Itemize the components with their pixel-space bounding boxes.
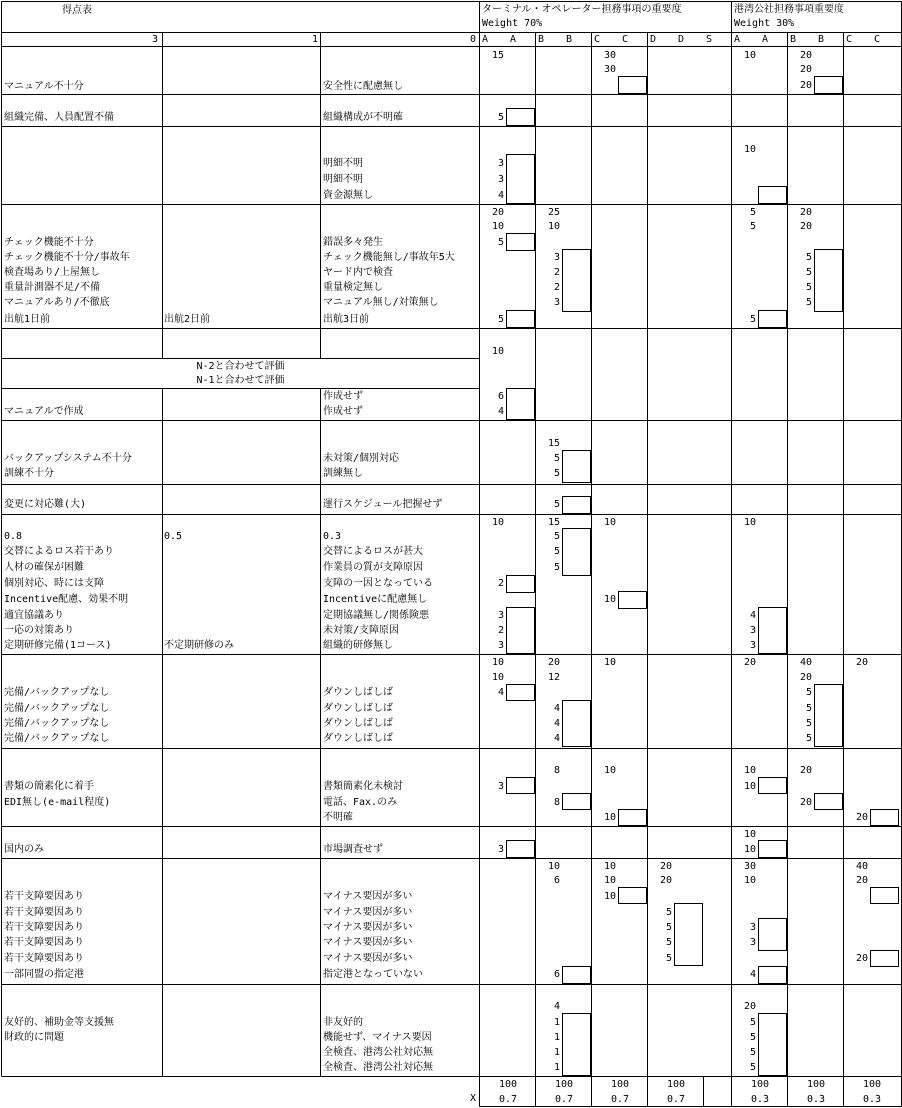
weight-value: 2 xyxy=(553,282,560,293)
weight-value: 10 xyxy=(491,221,504,232)
criterion-0pt: 未対策/支障原因 xyxy=(323,625,400,636)
criterion-0pt: 全検査、港湾公社対応無 xyxy=(323,1062,433,1073)
weight-value: 20 xyxy=(855,875,868,886)
criterion-0pt: 資金源無し xyxy=(323,190,373,201)
criterion-0pt: ダウンしばしば xyxy=(323,733,393,744)
weight-value: 3 xyxy=(497,640,504,651)
weight-value: 1 xyxy=(553,1017,560,1028)
weight-value: 25 xyxy=(547,207,560,218)
score-entry-box[interactable] xyxy=(562,1013,591,1076)
criterion-0pt: 不明確 xyxy=(323,812,353,823)
score-entry-box[interactable] xyxy=(758,310,787,328)
criterion-0pt: 明細不明 xyxy=(323,158,363,169)
col-code: C xyxy=(874,34,881,45)
criterion-3pt: 若干支障要因あり xyxy=(4,922,84,933)
weight-value: 10 xyxy=(491,517,504,528)
score-entry-box[interactable] xyxy=(618,76,647,94)
weight-value: 20 xyxy=(855,953,868,964)
weight-value: 8 xyxy=(553,765,560,776)
weight-value: 2 xyxy=(553,267,560,278)
criterion-0pt: 非友好的 xyxy=(323,1017,363,1028)
weight-value: 20 xyxy=(547,657,560,668)
criterion-0pt: 運行スケジュール把握せず xyxy=(323,499,443,510)
weight-value: 5 xyxy=(749,1032,756,1043)
total-value: 100 xyxy=(554,1079,574,1090)
score-entry-box[interactable] xyxy=(506,575,535,593)
col-code: D xyxy=(650,34,657,45)
score-entry-box[interactable] xyxy=(506,777,535,794)
score-entry-box[interactable] xyxy=(562,966,591,984)
weight-value: 20 xyxy=(855,657,868,668)
score-header-0: 0 xyxy=(469,34,476,45)
score-entry-box[interactable] xyxy=(814,249,843,312)
weight-value: 10 xyxy=(603,594,616,605)
criterion-0pt: 機能せず、マイナス要因 xyxy=(323,1032,432,1043)
total-value: 100 xyxy=(610,1079,630,1090)
criterion-3pt: 検査場あり/上屋無し xyxy=(4,267,101,278)
weight-value: 4 xyxy=(497,406,504,417)
weight-value: 20 xyxy=(799,50,812,61)
criterion-0pt: 作業員の質が支障原因 xyxy=(323,562,423,573)
criterion-3pt: 重量計測器不足/不備 xyxy=(4,282,101,293)
weight-value: 10 xyxy=(743,875,756,886)
weight-value: 5 xyxy=(553,499,560,510)
weight-value: 5 xyxy=(497,237,504,248)
col-code: B xyxy=(818,34,825,45)
criterion-3pt: マニュアル不十分 xyxy=(4,81,84,92)
weight-value: 20 xyxy=(799,765,812,776)
criterion-1pt: 不定期研修のみ xyxy=(164,640,234,651)
criterion-0pt: 市場調査せず xyxy=(323,844,383,855)
criterion-0pt: 未対策/個別対応 xyxy=(323,453,400,464)
criterion-3pt: EDI無し(e-mail程度) xyxy=(4,797,111,808)
weight-value: 10 xyxy=(743,517,756,528)
weight-value: 10 xyxy=(603,861,616,872)
criterion-0pt: ヤード内で検査 xyxy=(323,267,393,278)
col-code: A xyxy=(762,34,769,45)
weight-value: 5 xyxy=(749,207,756,218)
weight-value: 3 xyxy=(497,781,504,792)
weight-value: 5 xyxy=(749,1062,756,1073)
score-entry-box[interactable] xyxy=(758,777,787,794)
weight-value: 15 xyxy=(491,50,504,61)
score-entry-box[interactable] xyxy=(870,887,899,904)
weight-value: 4 xyxy=(749,969,756,980)
terminal-weight: Weight 70% xyxy=(482,18,543,29)
weight-value: 2 xyxy=(497,578,504,589)
weight-value: 20 xyxy=(799,207,812,218)
criterion-3pt: 変更に対応難(大) xyxy=(4,499,87,510)
criterion-0pt: 作成せず xyxy=(323,391,363,402)
weight-factor: 0.3 xyxy=(806,1094,826,1105)
criterion-1pt: 0.5 xyxy=(164,531,183,542)
score-entry-box[interactable] xyxy=(814,793,843,810)
criterion-0pt: マイナス要因が多い xyxy=(323,907,413,918)
weight-value: 3 xyxy=(497,174,504,185)
weight-value: 30 xyxy=(743,861,756,872)
weight-value: 40 xyxy=(855,861,868,872)
weight-value: 5 xyxy=(805,703,812,714)
score-entry-box[interactable] xyxy=(758,918,787,951)
weight-value: 20 xyxy=(799,221,812,232)
col-code: A xyxy=(734,34,741,45)
weight-value: 30 xyxy=(603,64,616,75)
weight-value: 10 xyxy=(743,144,756,155)
weight-value: 5 xyxy=(497,314,504,325)
criterion-3pt: マニュアルで作成 xyxy=(4,406,84,417)
weight-value: 5 xyxy=(497,112,504,123)
criterion-3pt: 財政的に問題 xyxy=(4,1032,64,1043)
score-header-3: 3 xyxy=(151,34,158,45)
terminal-group-title: ターミナル・オペレーター担務事項の重要度 xyxy=(482,4,682,15)
col-code: C xyxy=(594,34,601,45)
criterion-3pt: 一部同盟の指定港 xyxy=(4,969,84,980)
weight-value: 2 xyxy=(497,625,504,636)
weight-value: 5 xyxy=(805,297,812,308)
col-code: C xyxy=(622,34,629,45)
weight-value: 5 xyxy=(553,468,560,479)
score-entry-box[interactable] xyxy=(506,607,535,654)
score-entry-box[interactable] xyxy=(562,793,591,810)
score-entry-box[interactable] xyxy=(618,887,647,904)
criterion-0pt: 組織的研修無し xyxy=(323,640,393,651)
criterion-0pt: マイナス要因が多い xyxy=(323,953,413,964)
weight-value: 5 xyxy=(749,1017,756,1028)
weight-value: 5 xyxy=(665,953,672,964)
weight-value: 3 xyxy=(749,937,756,948)
weight-value: 5 xyxy=(805,733,812,744)
criterion-0pt: 組織構成が不明確 xyxy=(323,112,403,123)
weight-value: 3 xyxy=(497,844,504,855)
criterion-0pt: マイナス要因が多い xyxy=(323,922,413,933)
col-code: B xyxy=(790,34,797,45)
sheet-title: 得点表 xyxy=(62,5,92,16)
weight-value: 10 xyxy=(603,812,616,823)
criterion-0pt: 指定港となっていない xyxy=(323,969,423,980)
criterion-3pt: 訓練不十分 xyxy=(4,468,54,479)
criterion-3pt: 交替によるロス若干あり xyxy=(4,546,114,557)
weight-value: 3 xyxy=(749,922,756,933)
criterion-3pt: 組織完備、人員配置不備 xyxy=(4,112,114,123)
weight-value: 4 xyxy=(553,1001,560,1012)
score-entry-box[interactable] xyxy=(506,388,535,420)
weight-factor: 0.7 xyxy=(498,1094,518,1105)
total-value: 100 xyxy=(750,1079,770,1090)
weight-value: 10 xyxy=(491,672,504,683)
criterion-0pt: 作成せず xyxy=(323,406,363,417)
criterion-0pt: ダウンしばしば xyxy=(323,687,393,698)
weight-value: 20 xyxy=(659,875,672,886)
weight-value: 4 xyxy=(553,733,560,744)
weight-value: 5 xyxy=(749,221,756,232)
criterion-3pt: チェック機能不十分 xyxy=(4,237,94,248)
weight-value: 20 xyxy=(743,657,756,668)
col-code: A xyxy=(482,34,489,45)
score-entry-box[interactable] xyxy=(758,840,787,858)
col-code: D xyxy=(678,34,685,45)
criterion-3pt: 若干支障要因あり xyxy=(4,953,84,964)
col-code: B xyxy=(566,34,573,45)
criterion-0pt: 錯誤多々発生 xyxy=(323,237,383,248)
weight-value: 3 xyxy=(749,640,756,651)
criterion-3pt: 若干支障要因あり xyxy=(4,937,84,948)
weight-value: 10 xyxy=(603,765,616,776)
weight-value: 10 xyxy=(743,781,756,792)
weight-value: 10 xyxy=(547,861,560,872)
weight-value: 20 xyxy=(855,812,868,823)
weight-value: 4 xyxy=(553,703,560,714)
weight-value: 20 xyxy=(799,672,812,683)
score-entry-box[interactable] xyxy=(618,809,647,826)
weight-value: 8 xyxy=(553,797,560,808)
weight-value: 5 xyxy=(805,687,812,698)
weight-value: 10 xyxy=(743,765,756,776)
col-code: B xyxy=(538,34,545,45)
criterion-0pt: 支障の一因となっている xyxy=(323,578,433,589)
criterion-0pt: 交替によるロスが甚大 xyxy=(323,546,423,557)
score-entry-box[interactable] xyxy=(506,840,535,858)
criterion-0pt: マニュアル無し/対策無し xyxy=(323,297,439,308)
weight-value: 5 xyxy=(805,718,812,729)
weight-value: 5 xyxy=(749,314,756,325)
weight-value: 10 xyxy=(603,875,616,886)
score-entry-box[interactable] xyxy=(758,966,787,984)
score-entry-box[interactable] xyxy=(506,684,535,701)
weight-value: 3 xyxy=(553,252,560,263)
score-entry-box[interactable] xyxy=(674,903,703,966)
weight-value: 5 xyxy=(749,1047,756,1058)
criterion-3pt: チェック機能不十分/事故年 xyxy=(4,252,130,263)
weight-value: 5 xyxy=(553,453,560,464)
weight-value: 3 xyxy=(497,610,504,621)
criterion-0pt: 全検査、港湾公社対応無 xyxy=(323,1047,433,1058)
criterion-0pt: 0.3 xyxy=(323,531,342,542)
criterion-3pt: 若干支障要因あり xyxy=(4,907,84,918)
weight-value: 20 xyxy=(659,861,672,872)
total-value: 100 xyxy=(806,1079,826,1090)
score-entry-box[interactable] xyxy=(506,310,535,328)
criterion-3pt: 完備/バックアップなし xyxy=(4,733,110,744)
port-weight: Weight 30% xyxy=(734,18,795,29)
criterion-0pt: 明細不明 xyxy=(323,174,363,185)
weight-value: 10 xyxy=(491,657,504,668)
score-header-1: 1 xyxy=(311,34,318,45)
weight-factor: 0.7 xyxy=(610,1094,630,1105)
weight-value: 5 xyxy=(665,922,672,933)
criterion-1pt: 出航2日前 xyxy=(164,314,211,325)
criterion-0pt: 電話、Fax.のみ xyxy=(323,797,398,808)
criterion-0pt: 定期協議無し/関係険悪 xyxy=(323,610,430,621)
weight-value: 40 xyxy=(799,657,812,668)
score-entry-box[interactable] xyxy=(562,528,591,576)
weight-value: 4 xyxy=(497,687,504,698)
weight-value: 10 xyxy=(603,891,616,902)
criterion-3pt: 国内のみ xyxy=(4,844,44,855)
score-entry-box[interactable] xyxy=(562,249,591,312)
weight-factor: 0.7 xyxy=(554,1094,574,1105)
weight-value: 10 xyxy=(547,221,560,232)
criterion-0pt: マイナス要因が多い xyxy=(323,937,413,948)
criterion-0pt: 出航3日前 xyxy=(323,314,370,325)
total-value: 100 xyxy=(862,1079,882,1090)
weight-value: 20 xyxy=(491,207,504,218)
weight-value: 20 xyxy=(743,1001,756,1012)
criterion-3pt: 0.8 xyxy=(4,531,23,542)
weight-value: 5 xyxy=(553,562,560,573)
score-entry-box[interactable] xyxy=(870,950,899,967)
score-entry-box[interactable] xyxy=(506,154,535,204)
weight-value: 30 xyxy=(603,50,616,61)
criterion-3pt: 完備/バックアップなし xyxy=(4,687,110,698)
criterion-3pt: 完備/バックアップなし xyxy=(4,718,110,729)
criterion-0pt: ダウンしばしば xyxy=(323,718,393,729)
score-entry-box[interactable] xyxy=(562,700,591,747)
total-value: 100 xyxy=(666,1079,686,1090)
score-entry-box[interactable] xyxy=(618,591,647,609)
criterion-0pt: ダウンしばしば xyxy=(323,703,393,714)
criterion-3pt: 人材の確保が困難 xyxy=(4,562,84,573)
weight-value: 6 xyxy=(497,391,504,402)
criterion-3pt: マニュアルあり/不徹底 xyxy=(4,297,110,308)
criterion-0pt: Incentiveに配慮無し xyxy=(323,594,428,605)
criterion-0pt: チェック機能無し/事故年5大 xyxy=(323,252,455,263)
weight-value: 1 xyxy=(553,1062,560,1073)
criterion-0pt: 書類簡素化未検討 xyxy=(323,781,403,792)
weight-value: 5 xyxy=(805,252,812,263)
criterion-0pt: 重量検定無し xyxy=(323,282,383,293)
port-group-title: 港湾公社担務事項重要度 xyxy=(734,4,844,15)
criterion-3pt: 友好的、補助金等支援無 xyxy=(4,1017,114,1028)
score-entry-box[interactable] xyxy=(758,1013,787,1076)
weight-value: 20 xyxy=(799,64,812,75)
score-entry-box[interactable] xyxy=(814,76,843,94)
score-entry-box[interactable] xyxy=(506,108,535,126)
criterion-3pt: 個別対応、時には支障 xyxy=(4,578,104,589)
weight-value: 4 xyxy=(497,190,504,201)
criterion-0pt: 安全性に配慮無し xyxy=(323,81,403,92)
criterion-3pt: 完備/バックアップなし xyxy=(4,703,110,714)
weight-value: 3 xyxy=(749,625,756,636)
weight-factor: 0.3 xyxy=(750,1094,770,1105)
score-entry-box[interactable] xyxy=(870,809,899,826)
criterion-3pt: Incentive配慮、効果不明 xyxy=(4,594,129,605)
score-entry-box[interactable] xyxy=(758,186,787,204)
merged-note: N-1と合わせて評価 xyxy=(196,375,285,386)
weight-value: 20 xyxy=(799,797,812,808)
weight-value: 10 xyxy=(603,517,616,528)
criterion-0pt: 訓練無し xyxy=(323,468,363,479)
criterion-3pt: 書類の簡素化に着手 xyxy=(4,781,94,792)
weight-value: 4 xyxy=(749,610,756,621)
criterion-3pt: バックアップシステム不十分 xyxy=(4,453,132,464)
weight-value: 3 xyxy=(497,158,504,169)
criterion-3pt: 適宜協議あり xyxy=(4,610,64,621)
score-entry-box[interactable] xyxy=(506,233,535,251)
weight-value: 15 xyxy=(547,517,560,528)
weight-value: 5 xyxy=(665,907,672,918)
criterion-0pt: マイナス要因が多い xyxy=(323,891,413,902)
weight-value: 5 xyxy=(665,937,672,948)
weight-value: 20 xyxy=(799,80,812,91)
weight-value: 6 xyxy=(553,875,560,886)
weight-value: 5 xyxy=(553,531,560,542)
merged-note: N-2と合わせて評価 xyxy=(196,361,285,372)
weight-value: 10 xyxy=(603,657,616,668)
score-entry-box[interactable] xyxy=(814,684,843,747)
weight-value: 10 xyxy=(743,829,756,840)
score-entry-box[interactable] xyxy=(562,450,591,483)
weight-value: 1 xyxy=(553,1047,560,1058)
weight-factor: 0.3 xyxy=(862,1094,882,1105)
weight-factor: 0.7 xyxy=(666,1094,686,1105)
col-code: C xyxy=(846,34,853,45)
weight-value: 10 xyxy=(491,346,504,357)
weight-value: 10 xyxy=(743,844,756,855)
score-entry-box[interactable] xyxy=(562,496,591,514)
col-code: S xyxy=(706,34,713,45)
weight-value: 1 xyxy=(553,1032,560,1043)
weight-value: 3 xyxy=(553,297,560,308)
total-value: 100 xyxy=(498,1079,518,1090)
weight-value: 12 xyxy=(547,672,560,683)
score-entry-box[interactable] xyxy=(758,607,787,654)
weight-value: 5 xyxy=(805,267,812,278)
weight-value: 5 xyxy=(553,546,560,557)
multiplier-label: X xyxy=(470,1093,477,1104)
weight-value: 10 xyxy=(743,50,756,61)
weight-value: 6 xyxy=(553,969,560,980)
criterion-3pt: 若干支障要因あり xyxy=(4,891,84,902)
weight-value: 4 xyxy=(553,718,560,729)
weight-value: 15 xyxy=(547,438,560,449)
criterion-3pt: 一応の対策あり xyxy=(4,625,74,636)
weight-value: 5 xyxy=(805,282,812,293)
criterion-3pt: 定期研修完備(1コース) xyxy=(4,640,112,651)
criterion-3pt: 出航1日前 xyxy=(4,314,51,325)
col-code: A xyxy=(510,34,517,45)
